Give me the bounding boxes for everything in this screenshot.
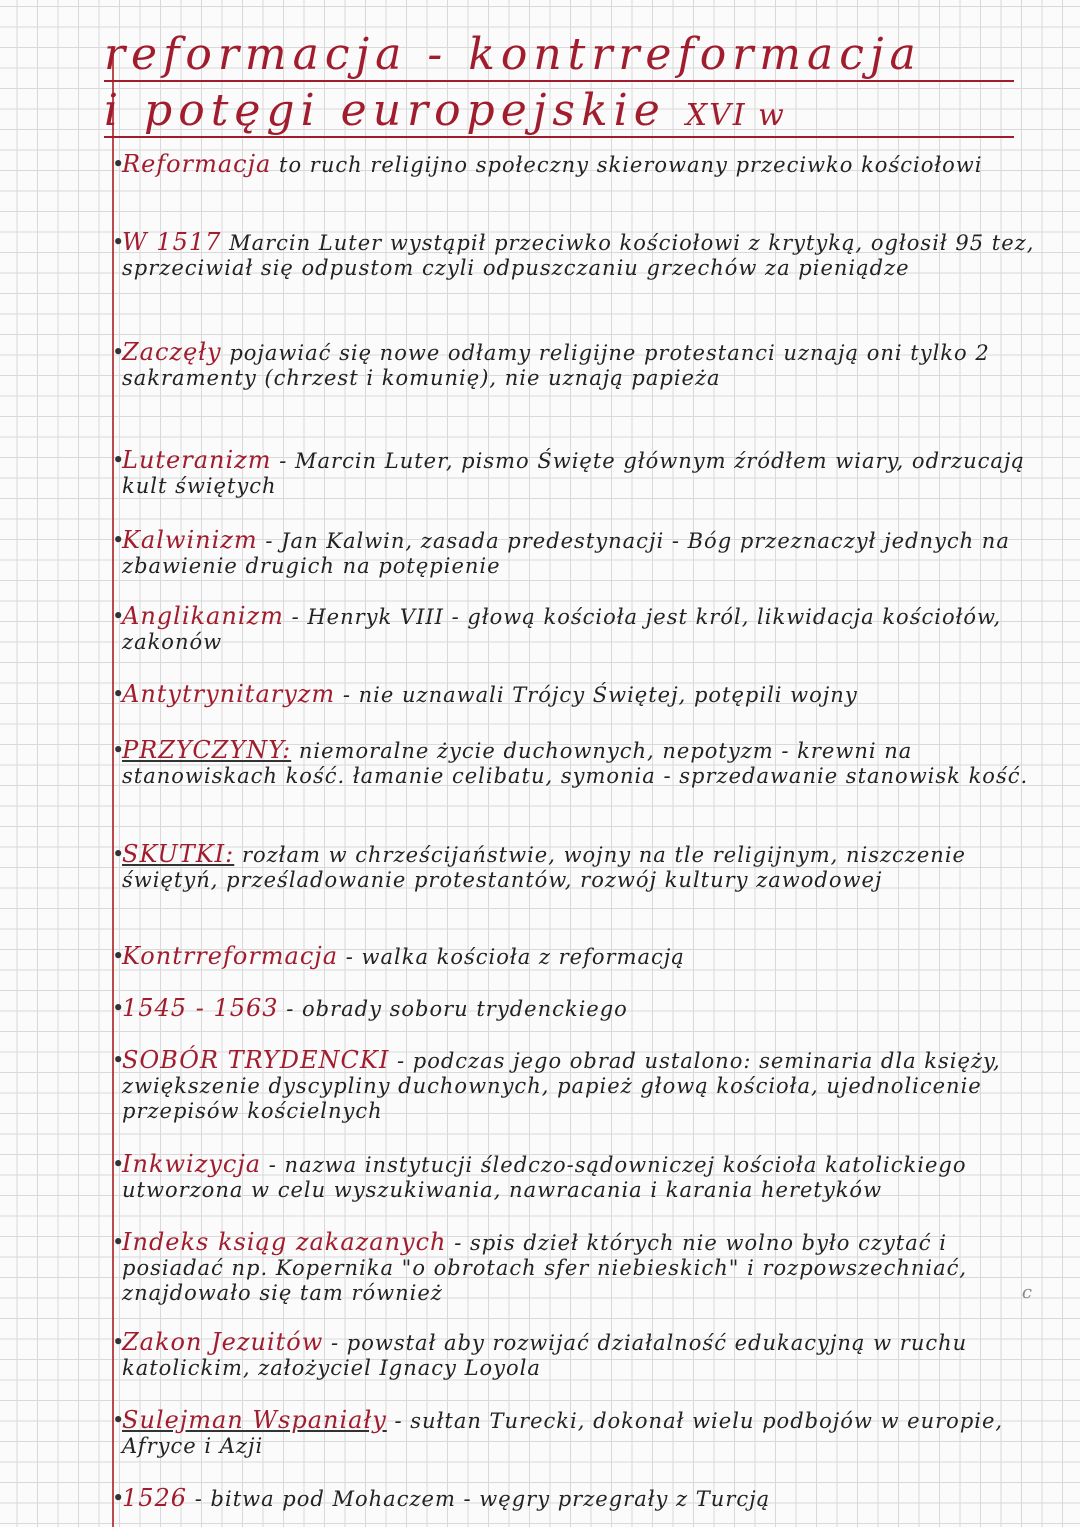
entry-term: Zakon Jezuitów [122,1328,324,1356]
bullet-icon: • [112,738,126,762]
entry-term: Reformacja [122,150,272,178]
entry-body: - walka kościoła z reformacją [345,945,685,969]
margin-line [112,46,114,1527]
entry-term: SKUTKI: [122,840,235,868]
entry-sobor-trydencki [112,1046,1042,1124]
entry-body: - bitwa pod Mohaczem - węgry przegrały z Turcją [194,1487,771,1511]
bullet-icon: • [112,230,126,254]
bullet-icon: • [112,152,126,176]
entry-term: W 1517 [122,228,222,256]
bullet-icon: • [112,1486,126,1510]
entry-luter-1517 [112,228,1042,281]
entry-term: SOBÓR TRYDENCKI [122,1046,390,1074]
entry-term: PRZYCZYNY: [122,736,292,764]
entry-term: Anglikanizm [122,602,284,630]
bullet-icon: • [112,944,126,968]
entry-body: Marcin Luter wystąpił przeciwko kościołowi z krytyką, ogłosił 95 tez, sprzeciwiał się odpustom czyli odpuszczaniu grzechów za pieniądze [122,231,1035,280]
title-century: XVI w [685,98,786,133]
title-line-2-text: i potęgi europejskie [104,85,666,136]
entry-body: - nazwa instytucji śledczo-sądowniczej kościoła katolickiego utworzona w celu wyszukiwania, nawracania i karania heretyków [122,1153,967,1202]
title-underline-1 [104,80,1014,82]
bullet-icon: • [112,340,126,364]
entry-term: Luteranizm [122,446,272,474]
entry-term: Zaczęły [122,338,222,366]
bullet-icon: • [112,1152,126,1176]
entry-body: - Jan Kalwin, zasada predestynacji - Bóg przeznaczył jednych na zbawienie drugich na potępienie [122,529,1010,578]
entry-kontrreformacja [112,942,1042,970]
entry-term: Sulejman Wspaniały [122,1406,387,1434]
entry-body: rozłam w chrześcijaństwie, wojny na tle religijnym, niszczenie świętyń, prześladowanie protestantów, rozwój kultury zawodowej [122,843,966,892]
bullet-icon: • [112,448,126,472]
entry-jezuici [112,1328,1042,1381]
entry-sobor-dates [112,994,1042,1022]
title-line-2 [104,86,786,141]
bullet-icon: • [112,1048,126,1072]
entry-term: Indeks ksiąg zakazanych [122,1228,447,1256]
entry-body: - nie uznawali Trójcy Świętej, potępili wojny [342,683,858,707]
entry-inkwizycja [112,1150,1042,1203]
entry-term: Kontrreformacja [122,942,339,970]
entry-kalwinizm [112,526,1042,579]
entry-body: - podczas jego obrad ustalono: seminaria dla księży, zwiększenie dyscypliny duchownych, papież głową kościoła, ujednolicenie przepisów kościelnych [122,1049,1001,1123]
bullet-icon: • [112,996,126,1020]
entry-skutki [112,840,1042,893]
entry-indeks [112,1228,1042,1306]
entry-term: Kalwinizm [122,526,258,554]
entry-body: pojawiać się nowe odłamy religijne protestanci uznają oni tylko 2 sakramenty (chrzest i komunię), nie uznają papieża [122,341,990,390]
title-line-1: reformacja - kontrreformacja [104,29,922,80]
bullet-icon: • [112,682,126,706]
entry-anglikanizm [112,602,1042,655]
entry-reformacja [112,150,1042,178]
entry-body: - Marcin Luter, pismo Święte głównym źródłem wiary, odrzucają kult świętych [122,449,1025,498]
entry-mohacz [112,1484,1042,1512]
entry-body: - obrady soboru trydenckiego [286,997,628,1021]
entry-sulejman [112,1406,1042,1459]
entry-luteranizm [112,446,1042,499]
bullet-icon: • [112,1408,126,1432]
entry-body: - spis dzieł których nie wolno było czytać i posiadać np. Kopernika "o obrotach sfer niebieskich" i rozpowszechniać, znajdowało się tam również [122,1231,968,1305]
edge-mark: c [1021,1282,1032,1303]
entry-term: Antytrynitaryzm [122,680,336,708]
bullet-icon: • [112,604,126,628]
bullet-icon: • [112,1230,126,1254]
entry-przyczyny [112,736,1042,789]
entry-term: 1545 - 1563 [122,994,279,1022]
entry-term: Inkwizycja [122,1150,262,1178]
entry-body: niemoralne życie duchownych, nepotyzm - krewni na stanowiskach kość. łamanie celibatu, symonia - sprzedawanie stanowisk kość. [122,739,1029,788]
entry-body: - powstał aby rozwijać działalność edukacyjną w ruchu katolickim, założyciel Ignacy Loyola [122,1331,968,1380]
entry-protestanci [112,338,1042,391]
bullet-icon: • [112,528,126,552]
bullet-icon: • [112,842,126,866]
entry-term: 1526 [122,1484,188,1512]
title-underline-2 [104,136,1014,138]
entry-body: - sułtan Turecki, dokonał wielu podbojów w europie, Afryce i Azji [122,1409,1004,1458]
bullet-icon: • [112,1330,126,1354]
entry-body: - Henryk VIII - głową kościoła jest król, likwidacja kościołów, zakonów [122,605,1002,654]
entry-antytrynitaryzm [112,680,1042,708]
entry-body: to ruch religijno społeczny skierowany przeciwko kościołowi [279,153,983,177]
